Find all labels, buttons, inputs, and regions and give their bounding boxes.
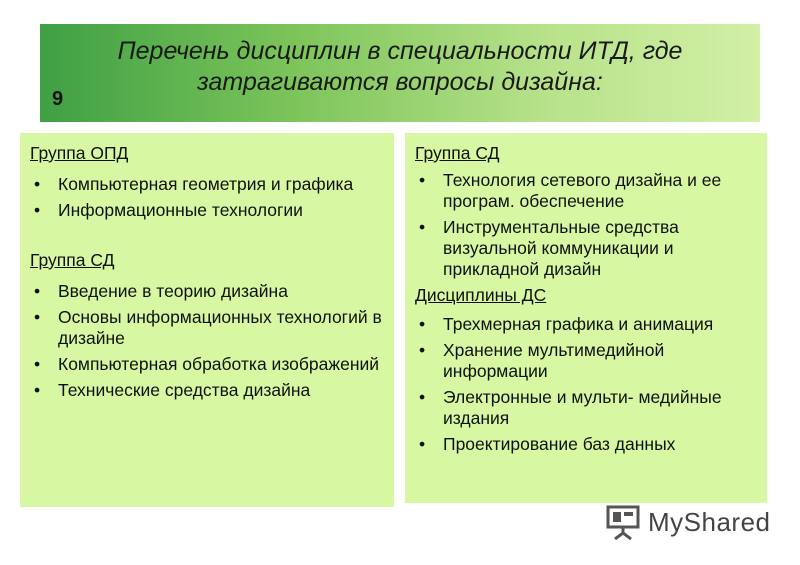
list-item-text: Основы информационных технологий в дизайне (58, 307, 382, 348)
presentation-board-icon (606, 504, 640, 540)
bullet-icon: • (34, 380, 41, 400)
bullet-icon: • (34, 281, 41, 301)
page-number: 9 (52, 88, 64, 110)
list-item-text: Электронные и мульти- медийные издания (443, 387, 722, 428)
list-item (30, 380, 384, 401)
list-item-text: Информационные технологии (58, 200, 303, 220)
bullet-icon: • (34, 174, 41, 194)
list-item (415, 434, 757, 455)
list-item (30, 200, 384, 221)
left-group2-list (30, 281, 384, 401)
list-item-text: Компьютерная геометрия и графика (58, 174, 354, 194)
list-item (30, 354, 384, 375)
bullet-icon: • (419, 387, 426, 407)
list-item-text: Компьютерная обработка изображений (58, 354, 380, 374)
bullet-icon: • (419, 340, 426, 360)
left-group1-list (30, 174, 384, 221)
bullet-icon: • (419, 217, 426, 237)
slide-title: Перечень дисциплин в специальности ИТД, где затрагиваются вопросы дизайна: (117, 37, 683, 96)
bullet-icon: • (34, 200, 41, 220)
left-group2-title: Группа СД (30, 250, 115, 270)
right-group2-title: Дисциплины ДС (415, 285, 547, 305)
right-panel (405, 133, 767, 503)
left-panel (20, 133, 394, 507)
bullet-icon: • (34, 354, 41, 374)
list-item (415, 387, 757, 429)
right-group2-list (415, 314, 757, 455)
bullet-icon: • (419, 314, 426, 334)
list-item-text: Проектирование баз данных (443, 434, 676, 454)
right-group1-title: Группа СД (415, 143, 500, 163)
myshared-watermark (606, 502, 771, 542)
list-item-text: Технология сетевого дизайна и ее програм. обеспечение (443, 170, 722, 211)
list-item (30, 174, 384, 195)
title-banner (40, 24, 760, 122)
list-item-text: Трехмерная графика и анимация (443, 314, 714, 334)
watermark-text: MyShared (648, 506, 771, 537)
right-group1-list (415, 170, 757, 280)
bullet-icon: • (34, 307, 41, 327)
left-group1-title: Группа ОПД (30, 143, 129, 163)
list-item-text: Хранение мультимедийной информации (443, 340, 665, 381)
list-item-text: Инструментальные средства визуальной коммуникации и прикладной дизайн (443, 217, 679, 279)
bullet-icon: • (419, 434, 426, 454)
list-item (415, 314, 757, 335)
list-item-text: Технические средства дизайна (58, 380, 311, 400)
list-item (415, 170, 757, 212)
list-item (30, 307, 384, 349)
list-item (30, 281, 384, 302)
list-item-text: Введение в теорию дизайна (58, 281, 288, 301)
bullet-icon: • (419, 170, 426, 190)
list-item (415, 340, 757, 382)
list-item (415, 217, 757, 280)
